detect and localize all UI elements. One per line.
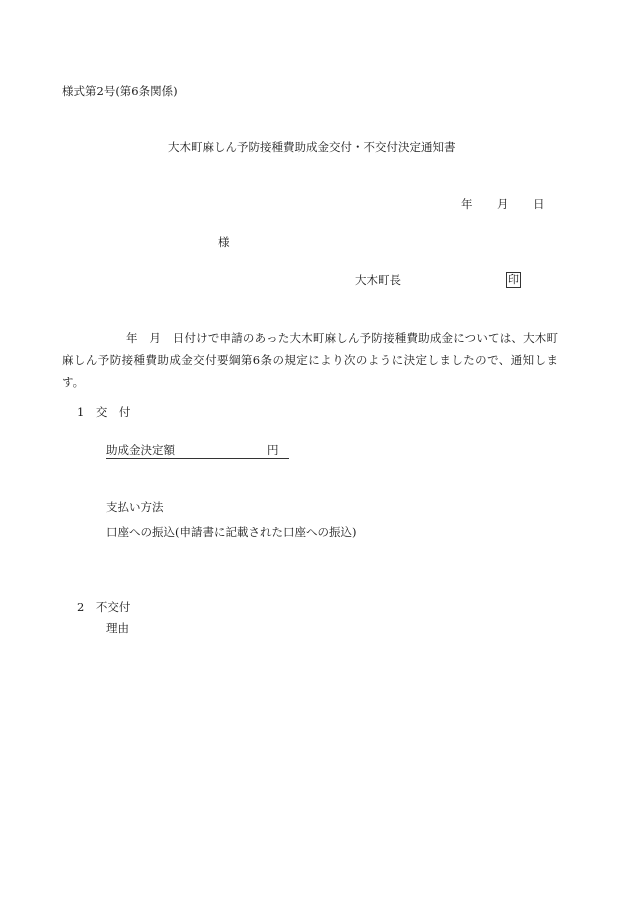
date-month-label: 月 — [497, 197, 509, 211]
issuer-name: 大木町長 — [355, 273, 401, 287]
grant-amount-line — [106, 445, 289, 457]
date-day-label: 日 — [533, 197, 545, 211]
grant-amount-unit: 円 — [267, 443, 279, 457]
recipient-honorific: 様 — [218, 235, 230, 249]
grant-amount-field — [106, 443, 289, 459]
section2-heading: 2 不交付 — [77, 600, 131, 614]
date-year-label: 年 — [461, 197, 473, 211]
document-title: 大木町麻しん予防接種費助成金交付・不交付決定通知書 — [168, 140, 456, 154]
payment-method-heading: 支払い方法 — [106, 500, 164, 514]
section1-heading: 1 交 付 — [77, 405, 131, 419]
payment-method-detail: 口座への振込(申請書に記載された口座への振込) — [106, 525, 357, 539]
seal-label: 印 — [508, 273, 519, 286]
seal-mark — [506, 272, 521, 288]
form-number-label: 様式第2号(第6条関係) — [62, 84, 178, 98]
refusal-reason-label: 理由 — [106, 621, 129, 635]
grant-amount-label: 助成金決定額 — [106, 443, 175, 457]
notice-body-paragraph: 年 月 日付けで申請のあった大木町麻しん予防接種費助成金については、大木町麻しん予防接種費助成金交付要綱第6条の規定により次のように決定しましたので、通知します。 — [62, 331, 558, 389]
